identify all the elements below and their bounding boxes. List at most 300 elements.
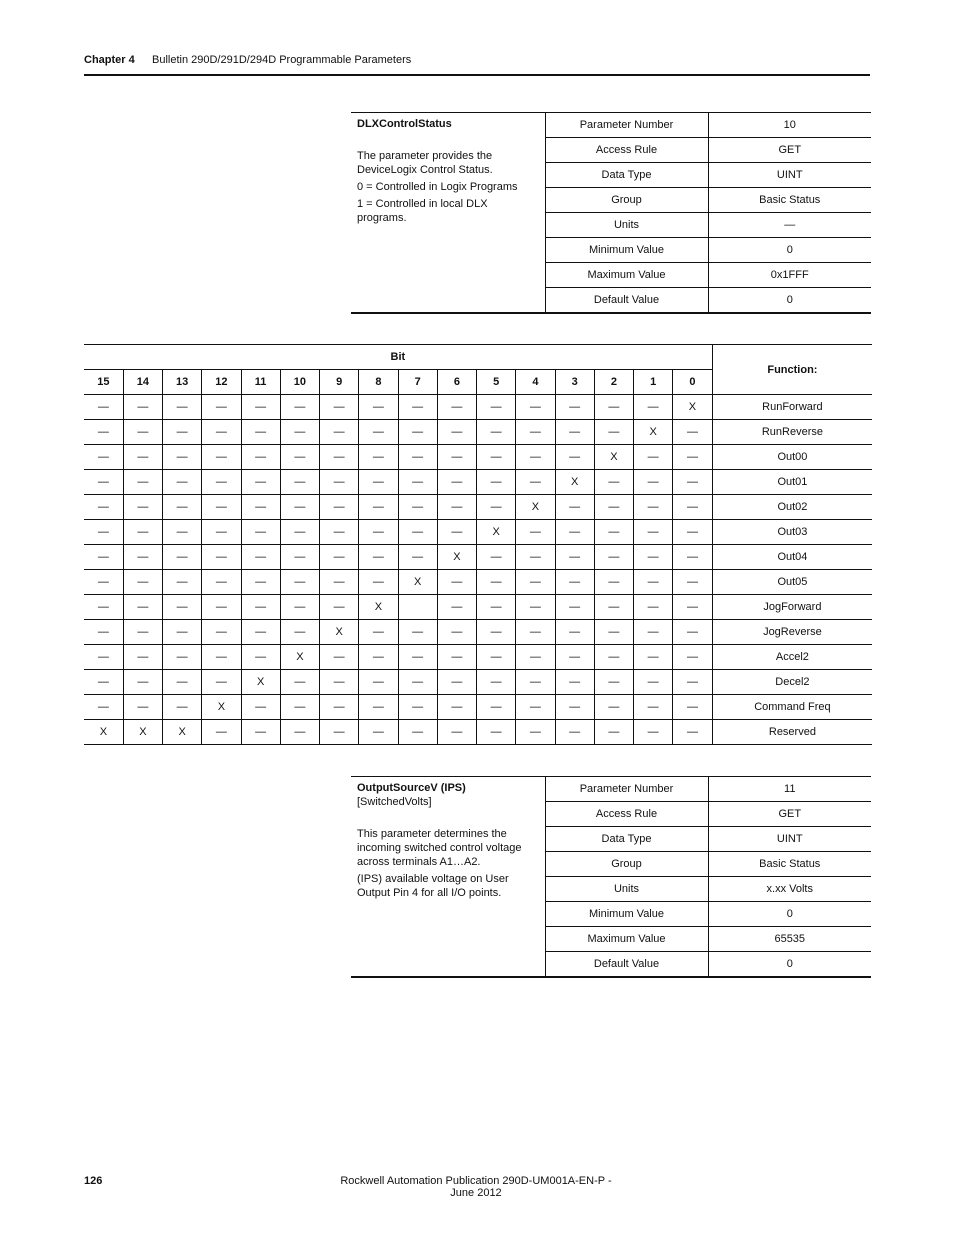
bit-cell: — [516, 520, 555, 545]
param-value: — [708, 213, 871, 238]
bit-cell: — [594, 495, 633, 520]
table-row [84, 395, 872, 420]
bit-cell: — [594, 645, 633, 670]
bit-cell: — [634, 395, 673, 420]
bit-cell: — [634, 645, 673, 670]
param-label: Maximum Value [545, 263, 708, 288]
bit-cell: — [516, 645, 555, 670]
description-line: This parameter determines the incoming switched control voltage across terminals A1…A2. [357, 828, 522, 868]
param-label: Data Type [545, 827, 708, 852]
bit-column-8: 8 [359, 370, 398, 395]
table-row [84, 470, 872, 495]
bit-cell: — [477, 670, 516, 695]
bit-cell: — [398, 720, 437, 745]
bit-cell: — [359, 645, 398, 670]
bit-cell: — [320, 595, 359, 620]
bit-cell: — [241, 570, 280, 595]
bit-cell: — [673, 720, 712, 745]
bit-cell: — [202, 445, 241, 470]
bit-cell: — [163, 495, 202, 520]
bit-cell: — [673, 420, 712, 445]
function-name: Decel2 [712, 670, 872, 695]
function-name: Out03 [712, 520, 872, 545]
bit-cell: — [163, 470, 202, 495]
bit-cell: — [123, 395, 162, 420]
bit-cell: — [280, 420, 319, 445]
bit-cell: — [202, 620, 241, 645]
bit-cell: — [202, 720, 241, 745]
bit-cell: X [123, 720, 162, 745]
bit-cell: — [477, 495, 516, 520]
param-value: Basic Status [708, 852, 871, 877]
bit-cell: — [634, 620, 673, 645]
bit-cell: — [163, 545, 202, 570]
bit-cell: — [673, 445, 712, 470]
bit-cell: — [280, 570, 319, 595]
bit-cell: — [516, 545, 555, 570]
function-name: RunReverse [712, 420, 872, 445]
param-label: Parameter Number [545, 777, 708, 802]
param-description [351, 113, 545, 313]
bit-cell: X [320, 620, 359, 645]
table-row [84, 545, 872, 570]
bit-cell: — [241, 470, 280, 495]
bit-cell: — [320, 545, 359, 570]
bit-cell: — [123, 545, 162, 570]
bit-cell: — [516, 470, 555, 495]
bit-cell: — [280, 545, 319, 570]
bit-cell: — [202, 470, 241, 495]
bit-cell: — [280, 620, 319, 645]
bit-cell: — [437, 470, 476, 495]
bit-cell: — [555, 395, 594, 420]
param-value: Basic Status [708, 188, 871, 213]
bit-cell: X [280, 645, 319, 670]
bit-cell: — [555, 520, 594, 545]
bit-cell: — [123, 595, 162, 620]
bit-cell: — [634, 720, 673, 745]
bit-column-11: 11 [241, 370, 280, 395]
bit-cell: — [84, 470, 123, 495]
bit-cell: — [359, 520, 398, 545]
bit-cell: — [241, 695, 280, 720]
bit-cell: — [280, 695, 319, 720]
bit-cell: — [280, 520, 319, 545]
table-row [84, 645, 872, 670]
param-value: 11 [708, 777, 871, 802]
bit-cell: — [320, 470, 359, 495]
bit-cell: — [398, 495, 437, 520]
bit-cell: — [359, 395, 398, 420]
bit-cell: — [320, 445, 359, 470]
bit-cell: X [673, 395, 712, 420]
description-line: The parameter provides the DeviceLogix Control Status. [357, 150, 493, 176]
bit-cell: — [673, 595, 712, 620]
bit-cell: — [555, 720, 594, 745]
bit-cell: — [359, 495, 398, 520]
bit-cell: — [555, 495, 594, 520]
param-value: UINT [708, 163, 871, 188]
bit-cell: — [241, 720, 280, 745]
bit-cell: — [123, 470, 162, 495]
chapter-label: Chapter 4 [84, 54, 135, 66]
param-description [351, 777, 545, 977]
bit-cell: — [634, 545, 673, 570]
bit-cell: — [123, 495, 162, 520]
parameter-table-dlxcontrolstatus [351, 112, 871, 314]
bit-cell: — [437, 420, 476, 445]
bit-column-2: 2 [594, 370, 633, 395]
bit-cell: — [163, 670, 202, 695]
bit-cell: — [84, 620, 123, 645]
bit-cell: — [123, 570, 162, 595]
table-row [84, 620, 872, 645]
bit-cell: — [163, 520, 202, 545]
bit-cell: — [673, 470, 712, 495]
page-footer [84, 1175, 870, 1199]
bit-cell: — [84, 595, 123, 620]
param-label: Units [545, 877, 708, 902]
table-row [84, 570, 872, 595]
bit-cell: — [398, 645, 437, 670]
bit-cell: — [437, 645, 476, 670]
bit-cell: — [437, 720, 476, 745]
bit-cell: — [477, 395, 516, 420]
bit-cell: — [280, 470, 319, 495]
bit-cell: — [280, 445, 319, 470]
bit-cell: — [398, 470, 437, 495]
bit-cell: — [634, 445, 673, 470]
param-label: Group [545, 852, 708, 877]
param-name: OutputSourceV (IPS) [357, 782, 466, 794]
bit-column-13: 13 [163, 370, 202, 395]
bit-column-7: 7 [398, 370, 437, 395]
bit-cell: — [594, 570, 633, 595]
bit-cell: X [202, 695, 241, 720]
bit-cell: — [84, 670, 123, 695]
bit-cell: — [437, 670, 476, 695]
bit-cell: — [359, 445, 398, 470]
bit-cell: — [594, 695, 633, 720]
bit-cell: — [202, 670, 241, 695]
param-label: Minimum Value [545, 238, 708, 263]
bit-cell: — [516, 595, 555, 620]
bit-cell: — [516, 670, 555, 695]
function-name: Out04 [712, 545, 872, 570]
bit-cell: — [202, 520, 241, 545]
table-row [84, 420, 872, 445]
param-value: 10 [708, 113, 871, 138]
bit-cell: — [437, 620, 476, 645]
bit-cell: X [634, 420, 673, 445]
bit-cell: — [516, 395, 555, 420]
bit-cell: — [477, 570, 516, 595]
bit-cell: — [673, 495, 712, 520]
spacer [357, 131, 539, 149]
param-name: DLXControlStatus [357, 118, 452, 130]
bit-cell: — [594, 395, 633, 420]
bit-cell [398, 595, 437, 620]
bit-cell: — [516, 620, 555, 645]
bit-cell: — [280, 495, 319, 520]
bit-cell: — [320, 670, 359, 695]
param-label: Minimum Value [545, 902, 708, 927]
bit-cell: — [634, 570, 673, 595]
bit-cell: — [673, 620, 712, 645]
param-row [351, 777, 871, 802]
bit-cell: — [555, 695, 594, 720]
table-row [84, 595, 872, 620]
param-value: x.xx Volts [708, 877, 871, 902]
publication-info: Rockwell Automation Publication 290D-UM001A-EN-P - June 2012 [340, 1175, 612, 1199]
param-label: Group [545, 188, 708, 213]
bit-cell: — [555, 595, 594, 620]
bit-cell: — [477, 720, 516, 745]
bit-cell: — [477, 620, 516, 645]
bit-cell: — [437, 495, 476, 520]
bit-cell: — [477, 645, 516, 670]
page-number: 126 [84, 1175, 103, 1187]
bit-cell: — [241, 545, 280, 570]
bit-cell: X [477, 520, 516, 545]
function-name: Out01 [712, 470, 872, 495]
param-value: 0 [708, 952, 871, 977]
bit-cell: — [241, 645, 280, 670]
bit-cell: — [84, 645, 123, 670]
bit-cell: — [398, 395, 437, 420]
bit-cell: — [673, 570, 712, 595]
bit-cell: — [594, 620, 633, 645]
bit-column-3: 3 [555, 370, 594, 395]
bit-cell: — [359, 470, 398, 495]
bit-column-6: 6 [437, 370, 476, 395]
bit-cell: — [594, 670, 633, 695]
param-value: GET [708, 138, 871, 163]
bit-cell: — [163, 595, 202, 620]
bit-column-14: 14 [123, 370, 162, 395]
bit-cell: — [477, 695, 516, 720]
param-value: 0x1FFF [708, 263, 871, 288]
parameter-table-outputsourcev [351, 776, 871, 978]
param-label: Maximum Value [545, 927, 708, 952]
bit-cell: — [202, 495, 241, 520]
bit-column-4: 4 [516, 370, 555, 395]
bit-cell: — [516, 420, 555, 445]
bit-cell: — [594, 520, 633, 545]
bit-cell: — [202, 570, 241, 595]
bit-cell: — [202, 420, 241, 445]
bit-cell: — [477, 595, 516, 620]
bit-cell: — [123, 420, 162, 445]
param-label: Access Rule [545, 138, 708, 163]
bit-cell: — [202, 595, 241, 620]
bit-cell: — [437, 695, 476, 720]
bit-cell: — [594, 595, 633, 620]
param-value: 0 [708, 902, 871, 927]
bit-cell: — [398, 520, 437, 545]
bit-cell: — [280, 720, 319, 745]
bit-cell: — [673, 520, 712, 545]
bit-cell: — [241, 395, 280, 420]
function-name: Out02 [712, 495, 872, 520]
function-name: RunForward [712, 395, 872, 420]
bit-cell: — [634, 695, 673, 720]
function-name: Accel2 [712, 645, 872, 670]
bit-cell: — [437, 395, 476, 420]
description-line: 0 = Controlled in Logix Programs [357, 181, 518, 193]
bit-cell: — [398, 620, 437, 645]
bit-cell: — [673, 670, 712, 695]
spacer [357, 809, 539, 827]
bit-cell: — [359, 670, 398, 695]
param-label: Default Value [545, 952, 708, 977]
bit-cell: — [320, 695, 359, 720]
param-label: Default Value [545, 288, 708, 313]
bit-cell: — [398, 545, 437, 570]
bit-cell: — [359, 695, 398, 720]
param-label: Units [545, 213, 708, 238]
bit-column-9: 9 [320, 370, 359, 395]
bit-header: Bit [84, 345, 712, 370]
bit-cell: — [359, 720, 398, 745]
param-value: GET [708, 802, 871, 827]
table-row [84, 695, 872, 720]
bit-cell: X [84, 720, 123, 745]
param-label: Access Rule [545, 802, 708, 827]
bit-cell: — [123, 645, 162, 670]
bit-cell: — [477, 470, 516, 495]
bit-cell: — [241, 520, 280, 545]
bit-cell: — [241, 495, 280, 520]
bit-cell: — [437, 595, 476, 620]
bit-cell: — [202, 545, 241, 570]
bit-cell: — [320, 420, 359, 445]
bit-cell: — [673, 695, 712, 720]
bit-cell: X [555, 470, 594, 495]
bit-cell: — [320, 645, 359, 670]
bit-cell: — [555, 670, 594, 695]
bit-cell: — [123, 520, 162, 545]
bit-cell: — [84, 695, 123, 720]
bit-cell: — [320, 570, 359, 595]
bit-cell: — [280, 670, 319, 695]
bit-cell: — [673, 645, 712, 670]
bit-cell: — [123, 695, 162, 720]
table-row [84, 495, 872, 520]
bit-cell: — [594, 470, 633, 495]
bit-cell: — [84, 420, 123, 445]
bit-cell: — [437, 570, 476, 595]
bit-cell: — [634, 595, 673, 620]
bit-function-table [84, 344, 872, 745]
bit-cell: — [516, 720, 555, 745]
bit-cell: — [280, 395, 319, 420]
bit-cell: — [555, 570, 594, 595]
bit-cell: — [163, 620, 202, 645]
bit-cell: — [359, 620, 398, 645]
function-name: Reserved [712, 720, 872, 745]
function-name: Out05 [712, 570, 872, 595]
description-line: (IPS) available voltage on User Output Pin 4 for all I/O points. [357, 873, 509, 899]
bit-cell: — [202, 395, 241, 420]
bit-cell: — [241, 420, 280, 445]
bit-cell: — [123, 620, 162, 645]
param-value: 0 [708, 288, 871, 313]
bit-cell: — [123, 670, 162, 695]
bit-cell: — [437, 445, 476, 470]
bit-cell: — [320, 395, 359, 420]
bit-cell: — [477, 420, 516, 445]
bit-cell: — [555, 620, 594, 645]
bit-cell: — [555, 645, 594, 670]
bit-cell: X [359, 595, 398, 620]
bit-cell: X [398, 570, 437, 595]
chapter-title: Bulletin 290D/291D/294D Programmable Parameters [152, 54, 412, 66]
description-line: 1 = Controlled in local DLX programs. [357, 198, 488, 224]
bit-cell: — [84, 570, 123, 595]
bit-cell: — [84, 495, 123, 520]
bit-cell: — [437, 520, 476, 545]
bit-cell: X [594, 445, 633, 470]
bit-cell: — [84, 445, 123, 470]
param-subname: [SwitchedVolts] [357, 796, 432, 808]
bit-cell: — [163, 570, 202, 595]
bit-cell: — [398, 695, 437, 720]
bit-column-1: 1 [634, 370, 673, 395]
bit-column-10: 10 [280, 370, 319, 395]
bit-cell: — [516, 570, 555, 595]
bit-cell: — [398, 420, 437, 445]
function-name: Out00 [712, 445, 872, 470]
bit-cell: — [320, 720, 359, 745]
bit-cell: — [84, 395, 123, 420]
bit-cell: — [320, 495, 359, 520]
bit-cell: — [555, 420, 594, 445]
bit-cell: — [123, 445, 162, 470]
bit-cell: — [202, 645, 241, 670]
bit-cell: — [163, 645, 202, 670]
table-row [84, 445, 872, 470]
bit-cell: — [280, 595, 319, 620]
bit-column-15: 15 [84, 370, 123, 395]
function-header: Function: [712, 345, 872, 395]
bit-cell: — [516, 445, 555, 470]
bit-cell: — [594, 720, 633, 745]
param-value: 0 [708, 238, 871, 263]
table-row [84, 520, 872, 545]
param-row [351, 113, 871, 138]
bit-cell: — [673, 545, 712, 570]
bit-cell: — [594, 545, 633, 570]
bit-cell: — [241, 445, 280, 470]
bit-cell: — [477, 445, 516, 470]
bit-cell: X [163, 720, 202, 745]
bit-cell: — [555, 445, 594, 470]
param-value: 65535 [708, 927, 871, 952]
table-row [84, 670, 872, 695]
bit-cell: X [516, 495, 555, 520]
bit-cell: — [359, 420, 398, 445]
bit-cell: — [634, 670, 673, 695]
param-value: UINT [708, 827, 871, 852]
bit-cell: — [241, 620, 280, 645]
table-row [84, 720, 872, 745]
bit-cell: X [437, 545, 476, 570]
bit-cell: — [163, 420, 202, 445]
bit-cell: — [320, 520, 359, 545]
bit-cell: X [241, 670, 280, 695]
bit-cell: — [163, 695, 202, 720]
